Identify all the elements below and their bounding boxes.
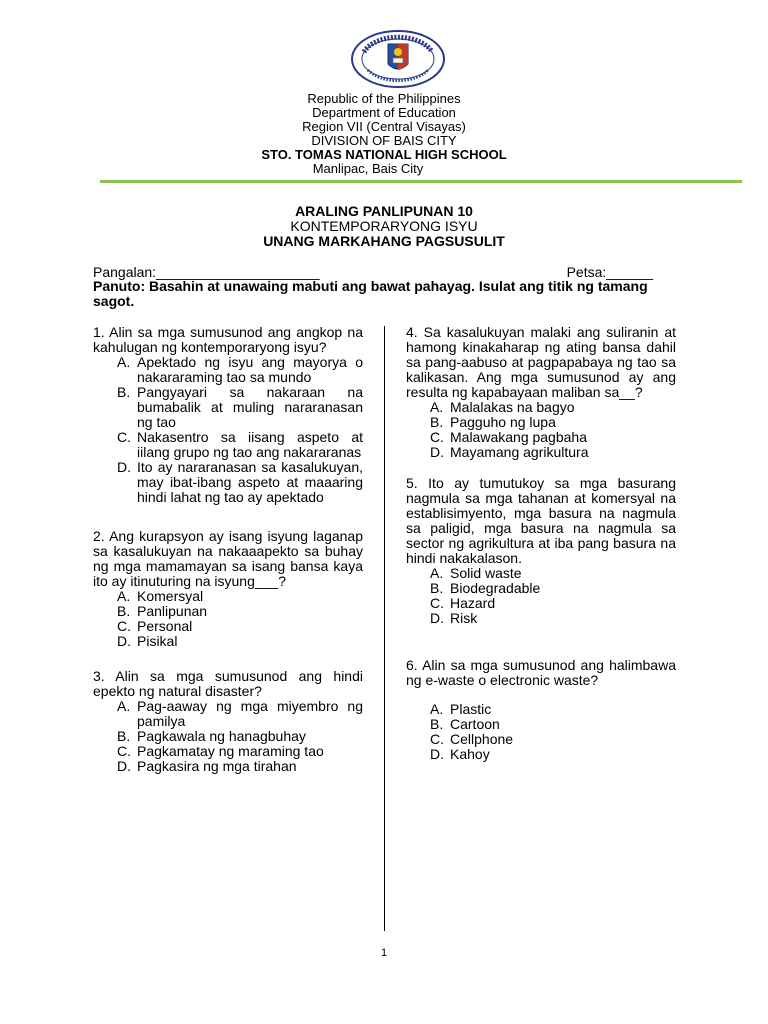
question-text: 4. Sa kasalukuyan malaki ang suliranin at hamong kinakaharap ng ating bansa dahil sa pang-aabuso at pagpapabaya ng tao sa kalikasan. Ang mga sumusunod ay ang resulta ng kapabayaan maliban sa__?: [406, 324, 676, 400]
option-a[interactable]: [117, 699, 363, 729]
option-d[interactable]: [117, 759, 363, 774]
header-department: Department of Education: [312, 105, 456, 120]
header-republic: Republic of the Philippines: [307, 91, 461, 106]
option-text: Panlipunan: [137, 603, 208, 619]
option-letter: A.: [117, 698, 131, 714]
option-c[interactable]: [430, 596, 676, 611]
questions-left-column: [93, 325, 363, 788]
option-text: Cellphone: [450, 731, 514, 747]
option-text: Ito ay nararanasan sa kasalukuyan, may ibat-ibang aspeto at maaaring hindi lahat ng tao ay apektado: [137, 459, 363, 505]
page-number: 1: [380, 947, 388, 959]
options-list: [406, 400, 676, 460]
option-letter: D.: [117, 459, 131, 475]
option-letter: C.: [430, 429, 444, 445]
subject-title: ARALING PANLIPUNAN 10: [295, 203, 473, 219]
option-letter: C.: [117, 743, 131, 759]
option-text: Pagkasira ng mga tirahan: [137, 758, 297, 774]
question-2: [93, 529, 363, 649]
option-letter: B.: [430, 414, 444, 430]
option-letter: B.: [117, 384, 131, 400]
deped-seal-logo: [350, 30, 446, 88]
option-text: Pagkawala ng hanagbuhay: [137, 728, 306, 744]
option-letter: A.: [117, 588, 131, 604]
option-a[interactable]: [430, 702, 676, 717]
option-letter: B.: [117, 728, 131, 744]
option-text: Risk: [450, 610, 478, 626]
option-b[interactable]: [117, 729, 363, 744]
option-d[interactable]: [117, 460, 363, 505]
header-region: Region VII (Central Visayas): [302, 119, 466, 134]
option-letter: A.: [430, 399, 444, 415]
option-a[interactable]: [430, 400, 676, 415]
question-4: [406, 325, 676, 460]
option-letter: A.: [117, 354, 131, 370]
option-text: Personal: [137, 618, 193, 634]
column-divider: [384, 326, 385, 931]
topic-title: KONTEMPORARYONG ISYU: [290, 218, 478, 234]
option-letter: A.: [430, 565, 444, 581]
options-list: [93, 699, 363, 774]
questions-right-column: [406, 325, 676, 776]
option-letter: B.: [430, 716, 444, 732]
option-text: Malawakang pagbaha: [450, 429, 587, 445]
option-letter: B.: [430, 580, 444, 596]
options-list: [406, 702, 676, 762]
option-letter: D.: [117, 758, 131, 774]
question-5: [406, 476, 676, 626]
options-list: [93, 589, 363, 649]
option-text: Plastic: [450, 701, 492, 717]
date-field[interactable]: Petsa:______: [566, 264, 653, 280]
option-letter: C.: [117, 429, 131, 445]
question-text: 3. Alin sa mga sumusunod ang hindi epekto ng natural disaster?: [93, 668, 363, 699]
option-letter: B.: [117, 603, 131, 619]
option-a[interactable]: [430, 566, 676, 581]
option-b[interactable]: [430, 415, 676, 430]
option-letter: D.: [117, 633, 131, 649]
option-b[interactable]: [117, 604, 363, 619]
option-text: Pangyayari sa nakaraan na bumabalik at muling nararanasan ng tao: [137, 384, 363, 430]
question-text: 6. Alin sa mga sumusunod ang halimbawa ng e-waste o electronic waste?: [406, 657, 676, 688]
option-letter: D.: [430, 610, 444, 626]
option-c[interactable]: [430, 732, 676, 747]
option-b[interactable]: [430, 717, 676, 732]
option-text: Pagguho ng lupa: [450, 414, 556, 430]
name-field[interactable]: Pangalan:_____________________: [93, 264, 320, 280]
option-b[interactable]: [117, 385, 363, 430]
option-letter: A.: [430, 701, 444, 717]
option-c[interactable]: [117, 619, 363, 634]
question-3: [93, 669, 363, 774]
option-text: Komersyal: [137, 588, 204, 604]
exam-title: UNANG MARKAHANG PAGSUSULIT: [263, 233, 505, 249]
option-text: Malalakas na bagyo: [450, 399, 575, 415]
option-letter: C.: [430, 595, 444, 611]
option-d[interactable]: [430, 611, 676, 626]
option-text: Kahoy: [450, 746, 490, 762]
option-text: Apektado ng isyu ang mayorya o nakararaming tao sa mundo: [137, 354, 363, 385]
header-address: Manlipac, Bais City: [312, 161, 424, 176]
question-text: 5. Ito ay tumutukoy sa mga basurang nagmula sa mga tahanan at komersyal na establisimyento, mga basura na nagmula sa paligid, mga basura na nagmula sa sector ng agrikultura at iba pang basura na hindi nakakalason.: [406, 475, 676, 566]
option-letter: D.: [430, 444, 444, 460]
question-6: [406, 658, 676, 762]
option-text: Biodegradable: [450, 580, 541, 596]
option-d[interactable]: [430, 445, 676, 460]
option-d[interactable]: [117, 634, 363, 649]
question-text: 1. Alin sa mga sumusunod ang angkop na kahulugan ng kontemporaryong isyu?: [93, 324, 363, 355]
header-school: STO. TOMAS NATIONAL HIGH SCHOOL: [261, 147, 507, 162]
option-letter: D.: [430, 746, 444, 762]
option-b[interactable]: [430, 581, 676, 596]
option-d[interactable]: [430, 747, 676, 762]
option-a[interactable]: [117, 355, 363, 385]
header-divider: [100, 180, 742, 183]
option-letter: C.: [117, 618, 131, 634]
instructions: Panuto: Basahin at unawaing mabuti ang bawat pahayag. Isulat ang titik ng tamang sagot.: [93, 278, 648, 309]
option-text: Nakasentro sa iisang aspeto at iilang grupo ng tao ang nakararanas: [137, 429, 363, 460]
option-text: Mayamang agrikultura: [450, 444, 589, 460]
option-text: Pagkamatay ng maraming tao: [137, 743, 324, 759]
option-c[interactable]: [117, 430, 363, 460]
option-text: Hazard: [450, 595, 496, 611]
header-division: DIVISION OF BAIS CITY: [311, 133, 457, 148]
option-text: Cartoon: [450, 716, 500, 732]
option-c[interactable]: [430, 430, 676, 445]
question-1: [93, 325, 363, 505]
option-c[interactable]: [117, 744, 363, 759]
options-list: [406, 566, 676, 626]
question-text: 2. Ang kurapsyon ay isang isyung laganap sa kasalukuyan na nakaaapekto sa buhay ng mga mamamayan sa isang bansa kaya ito ay itinuturing na isyung___?: [93, 528, 363, 589]
options-list: [93, 355, 363, 505]
option-letter: C.: [430, 731, 444, 747]
option-a[interactable]: [117, 589, 363, 604]
option-text: Solid waste: [450, 565, 522, 581]
option-text: Pisikal: [137, 633, 178, 649]
option-text: Pag-aaway ng mga miyembro ng pamilya: [137, 698, 363, 729]
